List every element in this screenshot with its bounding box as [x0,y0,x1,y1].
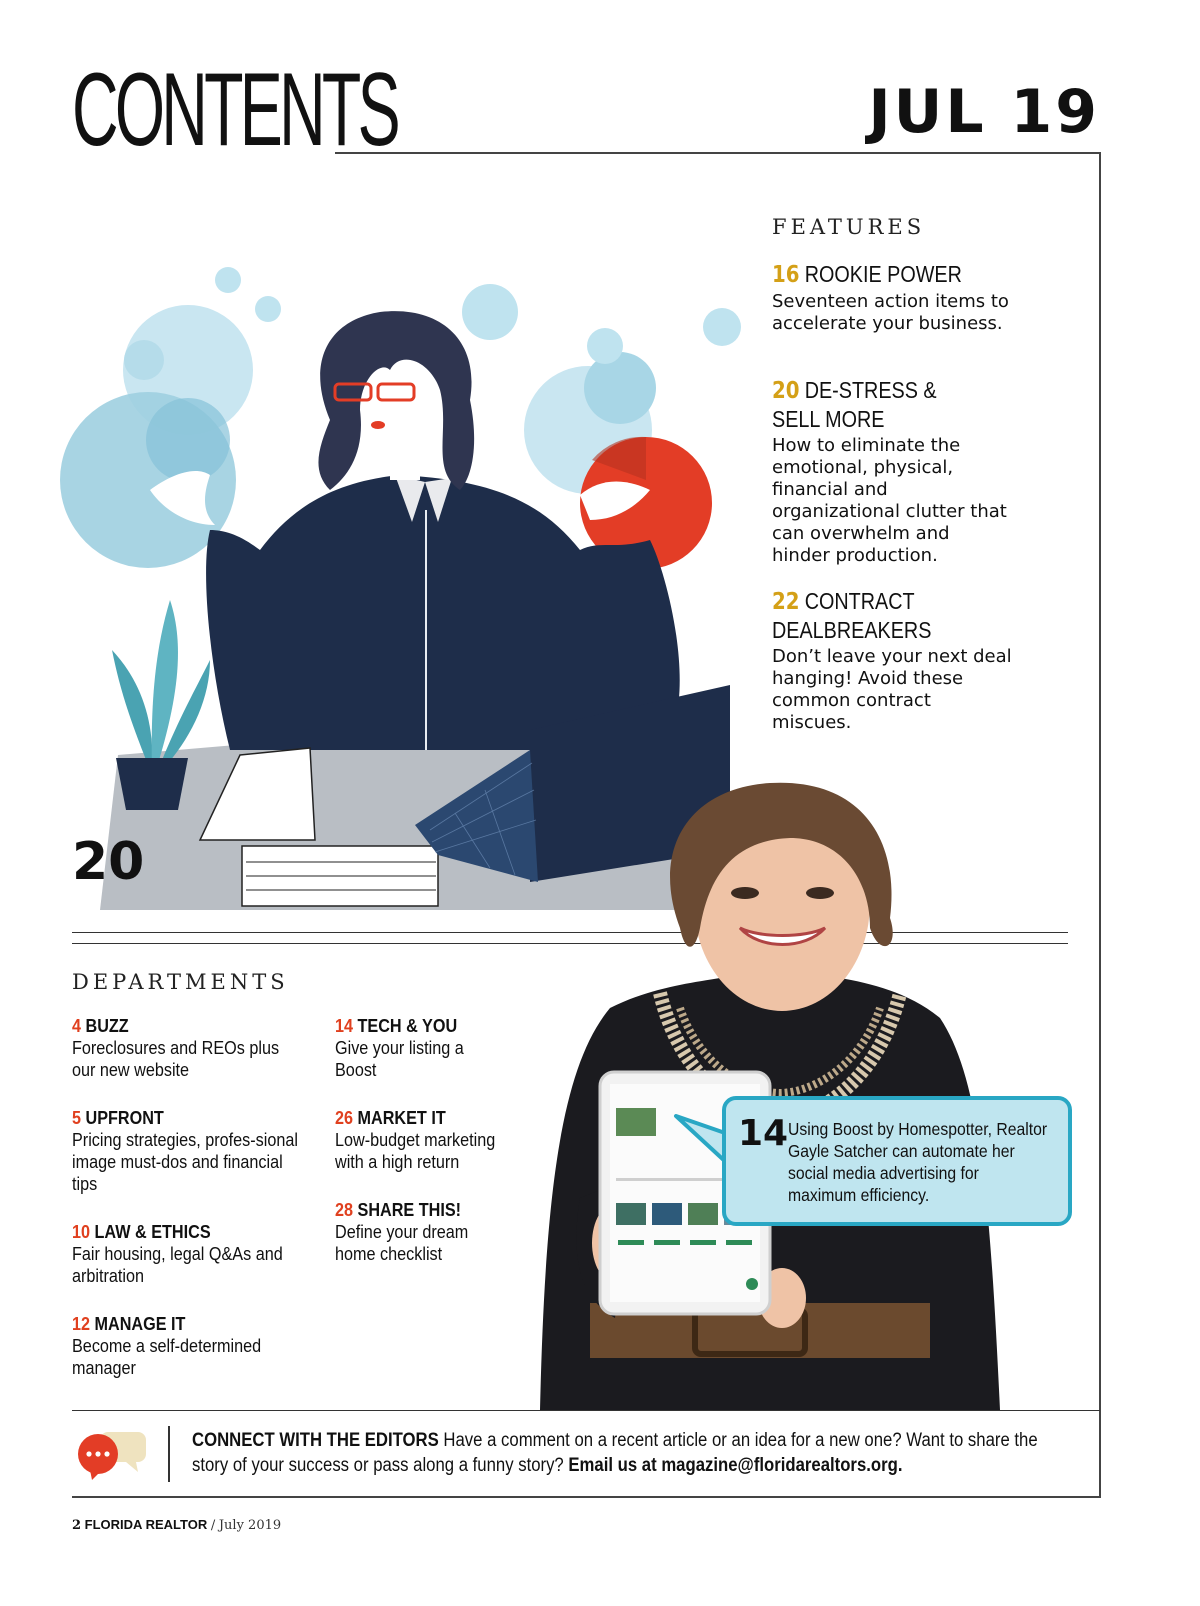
connect-body: Have a comment on a recent article or an idea for a new one? Want to share the story of your success or pass along a funny story? [192,1430,1038,1476]
feature-page-number: 20 [772,378,800,404]
feature-title: CONTRACT [804,588,915,614]
feature-item[interactable] [772,260,1102,335]
department-page-number: 5 [72,1108,82,1128]
page-title: CONTENTS [72,52,397,168]
department-page-number: 28 [335,1200,354,1220]
department-title: BUZZ [85,1016,129,1036]
feature-page-number: 16 [772,262,800,288]
frame-bottom-rule [72,1496,1101,1498]
footer-date: July 2019 [218,1518,282,1533]
feature-description: How to eliminate the emotional, physical, financial and organizational clutter that can overwhelm and hinder production. [772,435,1007,566]
footer-magazine-name: FLORIDA REALTOR [84,1517,208,1532]
feature-title: DE-STRESS & [804,377,937,403]
department-description: Fair housing, legal Q&As and arbitration [72,1244,283,1286]
departments-label: DEPARTMENTS [72,970,289,994]
department-item[interactable] [335,1107,585,1173]
feature-title: SELL MORE [772,406,885,432]
feature-description: Seventeen action items to accelerate your business. [772,291,1009,334]
department-item[interactable] [72,1221,322,1287]
chat-bubbles-icon [76,1428,148,1480]
frame-top-rule [335,152,1101,154]
department-page-number: 14 [335,1016,354,1036]
callout-page-number: 14 [738,1113,789,1154]
page-footer [72,1517,281,1533]
department-item[interactable] [72,1313,322,1379]
department-description: Define your dream home checklist [335,1222,469,1264]
department-page-number: 12 [72,1314,91,1334]
connect-divider [168,1426,170,1482]
department-title: MARKET IT [357,1108,446,1128]
department-page-number: 10 [72,1222,91,1242]
department-description: Low-budget marketing with a high return [335,1130,496,1172]
department-item[interactable] [335,1199,585,1265]
callout-text: Using Boost by Homespotter, Realtor Gayle Satcher can automate her social media advertising for maximum efficiency. [788,1119,1048,1205]
department-item[interactable] [72,1107,322,1195]
feature-title: DEALBREAKERS [772,617,932,643]
department-item[interactable] [335,1015,585,1081]
department-title: SHARE THIS! [357,1200,462,1220]
department-description: Give your listing a Boost [335,1038,464,1080]
features-label: FEATURES [772,215,926,239]
footer-separator: / [210,1518,216,1533]
issue-date: JUL 19 [868,77,1100,147]
department-description: Become a self-determined manager [72,1336,262,1378]
department-page-number: 4 [72,1016,82,1036]
department-title: TECH & YOU [357,1016,458,1036]
feature-page-number: 22 [772,589,800,615]
department-title: UPFRONT [85,1108,164,1128]
feature-description: Don’t leave your next deal hanging! Avoid these common contract miscues. [772,646,1012,733]
department-page-number: 26 [335,1108,354,1128]
department-title: MANAGE IT [94,1314,186,1334]
email-link[interactable]: Email us at magazine@floridarealtors.org. [568,1455,903,1476]
department-title: LAW & ETHICS [94,1222,211,1242]
department-description: Pricing strategies, profes-sional image must-dos and financial tips [72,1130,299,1194]
realtor-photo [520,778,1080,1410]
department-description: Foreclosures and REOs plus our new website [72,1038,280,1080]
illustration-page-number: 20 [72,832,145,892]
feature-item[interactable] [772,587,1102,734]
connect-editors-text [192,1428,1072,1478]
footer-page-number: 2 [72,1518,82,1533]
connect-heading: CONNECT WITH THE EDITORS [192,1430,439,1451]
feature-item[interactable] [772,376,1102,567]
feature-title: ROOKIE POWER [804,261,962,287]
frame-right-rule [1099,152,1101,1498]
department-item[interactable] [72,1015,322,1081]
connect-rule [72,1410,1100,1411]
